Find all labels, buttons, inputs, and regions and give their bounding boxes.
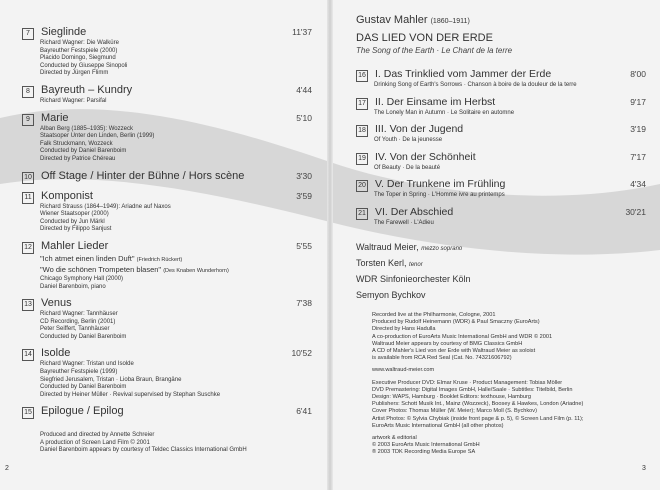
credit-line: Daniel Barenboim appears by courtesy of Teldec Classics International GmbH [40,447,247,454]
left-credits [40,432,320,455]
track-duration: 4'44 [296,84,312,95]
track-duration: 3'30 [296,170,312,181]
info-line: Recorded live at the Philharmonie, Cologne, 2001 [372,312,496,318]
performers [356,240,646,304]
song-translation-wrap [374,192,646,200]
track-duration: 11'37 [292,27,312,37]
credit-line: Produced and directed by Annette Schreier [40,432,155,438]
performer-role: tenor [409,261,423,268]
page-number-right: 3 [642,465,646,472]
track-details [40,204,312,234]
quote-text: "Wo die schönen Trompeten blasen" [40,264,162,274]
track-duration: 3'59 [296,190,312,201]
track-title: Isolde [41,347,71,360]
song-translation: Of Beauty · De la beauté [374,164,441,171]
track-title: Bayreuth – Kundry [41,83,133,96]
info-line: Directed by Hans Hadulla [372,326,436,333]
song-translation-wrap [374,137,646,145]
detail-line: Bayreuther Festspiele (2000) [40,47,118,54]
track-header [22,84,312,98]
track-number-box: 16 [356,70,368,82]
performer-role: mezzo soprano [421,245,463,252]
track-header [22,240,312,254]
song-header [356,96,646,110]
performer-name: Semyon Bychkov [356,289,426,300]
track-number-box: 21 [356,208,368,220]
performer-name: WDR Sinfonieorchester Köln [356,273,471,284]
detail-line: Directed by Filippo Sanjust [40,226,112,233]
detail-line: Richard Strauss (1864–1949): Ariadne auf Naxos [40,203,171,210]
credit-line: A production of Screen Land Film © 2001 [40,439,150,446]
song-translation: Drinking Song of Earth's Sorrows · Chanson à boire de la douleur de la terre [374,82,577,88]
performer-line [356,288,646,304]
info-line: ® 2003 TDK Recording Media Europe SA [372,449,476,456]
detail-line: Placido Domingo, Siegmund [40,55,116,62]
track-number-box: 13 [22,299,34,311]
song-title: I. Das Trinklied vom Jammer der Erde [375,68,552,80]
track-number-box: 8 [22,86,34,98]
info-line: © 2003 EuroArts Music International GmbH [372,442,480,449]
quote-text: "Ich atmet einen linden Duft" [40,253,135,263]
detail-line: Conducted by Daniel Barenboim [40,384,127,391]
info-line: EuroArts Music International GmbH (all other photos) [372,422,504,429]
detail-line: Staatsoper Unter den Linden, Berlin (1999) [40,133,155,140]
info-line: Waltraud Meier appears by courtesy of BMG Classics GmbH [372,340,523,347]
track-header [22,405,312,419]
track-details [40,98,312,106]
song-entry [356,68,646,90]
song-title: IV. Von der Schönheit [375,150,476,163]
detail-line: Directed by Patrice Chéreau [40,155,116,162]
track-number-box: 18 [356,125,368,137]
detail-line: Richard Wagner: Tristan und Isolde [40,361,134,368]
performer-name: Waltraud Meier, [356,241,419,252]
track-details [40,40,312,78]
composer-years: (1860–1911) [430,18,470,25]
composer-heading [356,14,646,26]
track-duration: 6'41 [296,406,312,417]
song-translation-wrap [374,220,646,228]
work-title: DAS LIED VON DER ERDE [356,32,493,44]
track-number-box: 15 [22,407,34,419]
track-entry [22,347,312,399]
song-title: III. Von der Jugend [375,123,464,136]
detail-line: Bayreuther Festspiele (1999) [40,369,118,376]
song-quote [40,254,312,265]
detail-line: Conducted by Giuseppe Sinopoli [40,62,128,69]
track-entry [22,190,312,234]
song-header [356,151,646,165]
track-entry [22,297,312,341]
detail-line: Siegfried Jerusalem, Tristan · Lioba Braun, Brangäne [40,376,182,383]
song-duration: 30'21 [625,206,646,217]
track-header [22,170,312,184]
performer-line [356,240,646,256]
track-title: Venus [41,297,72,310]
song-header [356,68,646,82]
song-duration: 9'17 [630,96,646,107]
detail-line: Richard Wagner: Tannhäuser [40,311,118,318]
track-number-box: 9 [22,114,34,126]
track-title: Sieglinde [41,26,87,38]
production-info [372,312,642,457]
song-translation: The Toper in Spring · L'Homme ivre au printemps [374,192,505,199]
detail-line: Alban Berg (1885–1935): Wozzeck [40,125,133,132]
song-translation-wrap [374,110,646,118]
detail-line: Richard Wagner: Die Walküre [40,40,119,46]
track-header [22,112,312,126]
quote-source: (Friedrich Rückert) [136,256,183,263]
song-translation: The Farewell · L'Adieu [374,219,434,226]
info-line: Cover Photos: Thomas Müller (W. Meier); Marco Moll (S. Bychkov) [372,408,537,415]
track-duration: 5'55 [296,240,312,251]
composer-name: Gustav Mahler [356,14,428,26]
track-title: Off Stage / Hinter der Bühne / Hors scène [41,169,245,182]
detail-line: CD Recording, Berlin (2001) [40,318,116,325]
info-line: Design: WAPS, Hamburg · Booklet Editors: texthouse, Hamburg [372,394,531,401]
info-line: A co-production of EuroArts Music International GmbH and WDR © 2001 [372,333,553,340]
song-header [356,178,646,192]
track-header [22,190,312,204]
website-text: www.waltraud-meier.com [372,367,435,374]
song-translation: Of Youth · De la jeunesse [374,137,443,144]
detail-line: Richard Wagner: Parsifal [40,97,107,104]
track-details [40,126,312,164]
detail-line: Conducted by Jun Märkl [40,218,105,225]
performer-line [356,256,646,272]
song-title: VI. Der Abschied [375,205,454,218]
info-line: A CD of Mahler's Lied von der Erde with Waltraud Meier as soloist [372,348,536,355]
info-line: Publishers: Schott Musik Int., Mainz (Wozzeck), Boosey & Hawkes, London (Ariadne) [372,401,584,408]
info-line: Executive Producer DVD: Elmar Kruse · Product Management: Tobias Möller [372,379,563,386]
song-title: V. Der Trunkene im Frühling [375,178,506,191]
track-number-box: 7 [22,28,34,40]
track-entry [22,84,312,106]
song-duration: 3'19 [630,124,646,135]
track-duration: 5'10 [296,112,312,123]
performer-line [356,272,646,288]
detail-line: Peter Seiffert, Tannhäuser [40,326,110,333]
work-subtitle: The Song of the Earth · Le Chant de la terre [356,46,513,55]
info-line: DVD Premastering: Digital Images GmbH, Halle/Saale · Subtitles: Titelbild, Berlin [372,386,573,393]
track-number-box: 14 [22,349,34,361]
song-entry [356,96,646,118]
track-details [40,254,312,291]
track-entry [22,26,312,78]
info-line: Artist Photos: © Sylvia Chybiak (inside front page & p. 5), © Screen Land Film (p. 11); [372,415,584,422]
song-quote [40,265,312,276]
track-entry [22,405,312,419]
page-fold [327,0,333,490]
quote-source: (Des Knaben Wunderhorn) [163,267,229,274]
right-page [356,14,646,304]
track-duration: 7'38 [296,298,312,309]
track-title: Epilogue / Epilog [41,405,124,418]
detail-line: Chicago Symphony Hall (2000) [40,275,124,282]
info-line: is available from RCA Red Seal (Cat. No. 74321606792) [372,355,512,362]
song-list [356,68,646,228]
song-header [356,123,646,137]
track-header [22,26,312,40]
song-translation-wrap [374,165,646,173]
song-duration: 4'34 [630,179,646,190]
track-duration: 10'52 [291,348,312,359]
track-number-box: 11 [22,192,34,204]
detail-line: Conducted by Daniel Barenboim [40,148,127,155]
track-number-box: 17 [356,98,368,110]
song-header [356,206,646,220]
detail-line: Conducted by Daniel Barenboim [40,333,127,340]
detail-line: Wiener Staatsoper (2000) [40,211,109,218]
info-line: Produced by Rudolf Heinemann (WDR) & Paul Smaczny (EuroArts) [372,319,540,326]
track-number-box: 20 [356,180,368,192]
track-details [40,361,312,399]
song-duration: 8'00 [630,69,646,79]
detail-line: Directed by Jürgen Flimm [40,70,109,77]
track-title: Komponist [41,189,93,202]
song-entry [356,151,646,173]
track-header [22,347,312,361]
detail-line: Directed by Heiner Müller · Revival supervised by Stephan Suschke [40,391,221,398]
song-duration: 7'17 [630,151,646,162]
detail-line: Falk Struckmann, Wozzeck [40,140,113,147]
song-entry [356,178,646,200]
track-header [22,297,312,311]
song-translation: The Lonely Man in Autumn · Le Solitaire en automne [374,109,515,116]
song-entry [356,123,646,145]
track-entry [22,170,312,184]
page-number-left: 2 [5,465,9,472]
performer-name: Torsten Kerl, [356,257,407,268]
track-title: Mahler Lieder [41,239,109,252]
info-line: artwork & editorial [372,435,417,442]
song-translation-wrap [374,82,646,90]
track-title: Marie [41,111,69,124]
track-entry [22,240,312,291]
track-entry [22,112,312,164]
left-page-tracklist [22,26,312,425]
song-title: II. Der Einsame im Herbst [375,95,496,108]
track-number-box: 12 [22,242,34,254]
song-entry [356,206,646,228]
track-number-box: 10 [22,172,34,184]
detail-line: Daniel Barenboim, piano [40,283,106,290]
track-number-box: 19 [356,153,368,165]
track-details [40,311,312,341]
